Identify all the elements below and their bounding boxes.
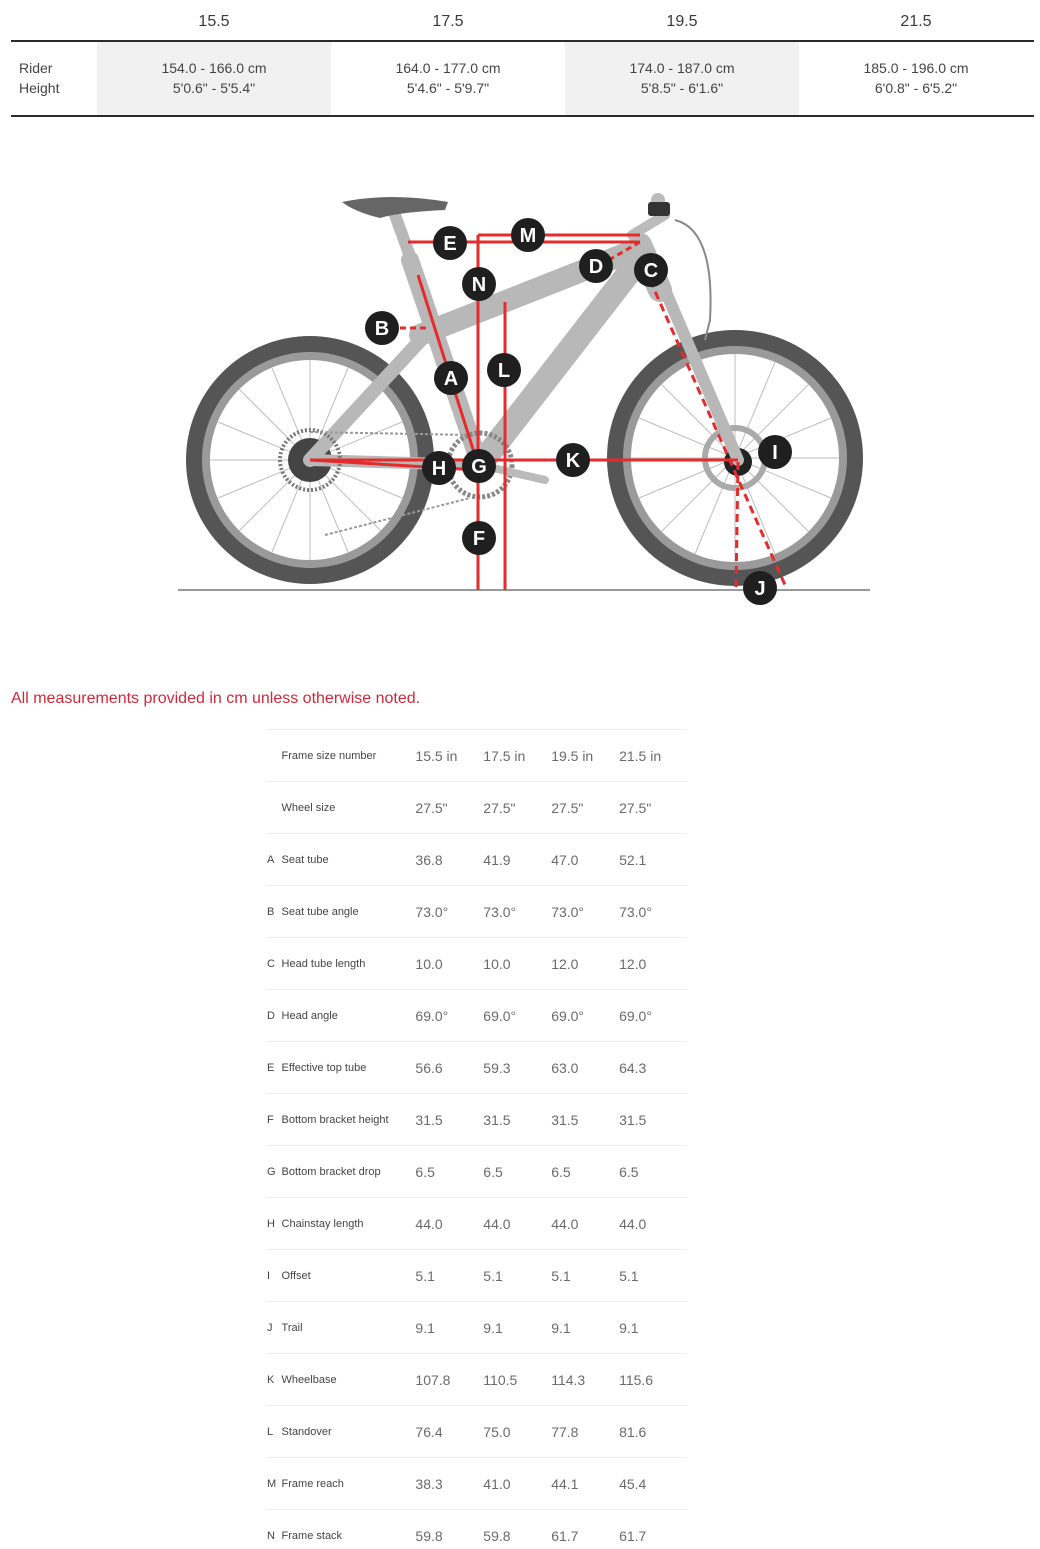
geometry-letter: B <box>267 905 275 918</box>
size-column-header: 15.5 <box>198 13 230 30</box>
geometry-value: 6.5 <box>619 1163 639 1180</box>
badge-M-icon <box>511 218 545 252</box>
geometry-value: 9.1 <box>551 1319 571 1336</box>
geometry-row <box>267 1405 687 1457</box>
svg-text:M: M <box>519 225 537 247</box>
geometry-value: 21.5 in <box>619 747 662 764</box>
svg-text:K: K <box>565 450 581 472</box>
geometry-value: 59.3 <box>483 1059 511 1076</box>
geometry-letter: J <box>267 1321 273 1334</box>
geometry-value: 56.6 <box>415 1059 443 1076</box>
bike-illustration <box>170 180 880 610</box>
size-column-header: 21.5 <box>900 13 932 30</box>
geometry-value: 69.0° <box>415 1007 449 1024</box>
badge-J-icon <box>743 571 777 605</box>
rider-height-cell <box>565 42 799 115</box>
badge-I-icon <box>758 435 792 469</box>
geometry-row <box>267 1249 687 1301</box>
geometry-label: Head angle <box>281 1009 338 1022</box>
geometry-value: 44.0 <box>551 1215 579 1232</box>
geometry-value: 45.4 <box>619 1475 647 1492</box>
geometry-letter: I <box>267 1269 271 1282</box>
badge-G-icon <box>462 449 496 483</box>
height-ft: 6'0.8" - 6'5.2" <box>874 80 958 96</box>
geometry-value: 27.5" <box>415 799 448 816</box>
badge-F-icon <box>462 521 496 555</box>
rider-height-cell <box>331 42 565 115</box>
geometry-value: 36.8 <box>415 851 443 868</box>
geometry-letter: G <box>267 1165 276 1178</box>
geometry-label: Frame size number <box>281 749 377 762</box>
geometry-value: 31.5 <box>619 1111 647 1128</box>
geometry-label: Wheel size <box>281 801 336 814</box>
geometry-value: 44.0 <box>483 1215 511 1232</box>
geometry-row <box>267 1509 687 1549</box>
geometry-value: 6.5 <box>483 1163 503 1180</box>
geometry-letter: A <box>267 853 275 866</box>
height-cm: 164.0 - 177.0 cm <box>395 60 501 76</box>
geometry-value: 31.5 <box>415 1111 443 1128</box>
geometry-value: 41.9 <box>483 851 511 868</box>
geometry-row <box>267 1457 687 1509</box>
geometry-row <box>267 1301 687 1353</box>
geometry-value: 5.1 <box>551 1267 571 1284</box>
size-column-header: 17.5 <box>432 13 464 30</box>
badge-D-icon <box>579 249 613 283</box>
height-cm: 154.0 - 166.0 cm <box>161 60 267 76</box>
geometry-value: 81.6 <box>619 1423 647 1440</box>
geometry-label: Head tube length <box>281 957 366 970</box>
geometry-value: 9.1 <box>483 1319 503 1336</box>
geometry-value: 27.5" <box>483 799 516 816</box>
geometry-value: 61.7 <box>551 1527 579 1544</box>
geometry-value: 73.0° <box>619 903 652 920</box>
geometry-value: 6.5 <box>551 1163 571 1180</box>
geometry-label: Bottom bracket height <box>281 1113 389 1126</box>
geometry-letter: L <box>267 1425 274 1438</box>
geometry-row <box>267 885 687 937</box>
geometry-row <box>267 1041 687 1093</box>
geometry-letter: N <box>267 1529 275 1542</box>
geometry-value: 5.1 <box>619 1267 639 1284</box>
geometry-value: 9.1 <box>415 1319 435 1336</box>
geometry-label: Trail <box>281 1321 303 1334</box>
geometry-row <box>267 833 687 885</box>
geometry-letter: M <box>267 1477 277 1490</box>
geometry-letter: H <box>267 1217 275 1230</box>
geometry-value: 75.0 <box>483 1423 511 1440</box>
badge-A-icon <box>434 361 468 395</box>
geometry-letter: K <box>267 1373 275 1386</box>
geometry-row <box>267 989 687 1041</box>
geometry-row <box>267 781 687 833</box>
geometry-value: 10.0 <box>415 955 443 972</box>
svg-text:C: C <box>643 260 659 282</box>
svg-text:N: N <box>471 274 487 296</box>
geometry-label: Offset <box>281 1269 311 1282</box>
geometry-label: Frame reach <box>281 1477 344 1490</box>
svg-text:B: B <box>374 318 390 340</box>
geometry-value: 77.8 <box>551 1423 579 1440</box>
geometry-label: Effective top tube <box>281 1061 367 1074</box>
svg-text:E: E <box>443 233 457 255</box>
height-label-line: Height <box>19 80 60 96</box>
svg-text:J: J <box>754 578 766 600</box>
geometry-value: 6.5 <box>415 1163 435 1180</box>
geometry-value: 15.5 in <box>415 747 458 764</box>
badge-C-icon <box>634 253 668 287</box>
geometry-value: 47.0 <box>551 851 579 868</box>
bike-geometry-diagram <box>170 180 880 610</box>
badge-L-icon <box>487 353 521 387</box>
geometry-value: 52.1 <box>619 851 647 868</box>
geometry-label: Bottom bracket drop <box>281 1165 381 1178</box>
geometry-label: Chainstay length <box>281 1217 364 1230</box>
svg-text:D: D <box>588 256 604 278</box>
svg-text:F: F <box>472 528 486 550</box>
svg-text:I: I <box>772 442 778 464</box>
height-ft: 5'4.6" - 5'9.7" <box>406 80 490 96</box>
geometry-value: 107.8 <box>415 1371 451 1388</box>
geometry-value: 19.5 in <box>551 747 594 764</box>
rider-height-row <box>11 42 1034 117</box>
geometry-value: 115.6 <box>619 1371 654 1388</box>
geometry-value: 59.8 <box>483 1527 511 1544</box>
rider-label-line: Rider <box>19 60 53 76</box>
svg-text:L: L <box>497 360 511 382</box>
badge-H-icon <box>422 451 456 485</box>
geometry-row <box>267 1353 687 1405</box>
geometry-table <box>267 729 687 1549</box>
size-header-row <box>11 0 1034 42</box>
geometry-value: 110.5 <box>483 1371 518 1388</box>
geometry-letter: D <box>267 1009 275 1022</box>
svg-text:G: G <box>471 456 487 478</box>
geometry-row <box>267 937 687 989</box>
geometry-value: 69.0° <box>483 1007 517 1024</box>
badge-N-icon <box>462 267 496 301</box>
svg-text:H: H <box>431 458 447 480</box>
geometry-value: 69.0° <box>619 1007 652 1024</box>
height-ft: 5'0.6" - 5'5.4" <box>172 80 256 96</box>
measurement-units-note: All measurements provided in cm unless otherwise noted. <box>11 690 421 707</box>
height-cm: 174.0 - 187.0 cm <box>629 60 735 76</box>
geometry-value: 73.0° <box>551 903 585 920</box>
height-cm: 185.0 - 196.0 cm <box>863 60 969 76</box>
badge-B-icon <box>365 311 399 345</box>
geometry-value: 63.0 <box>551 1059 579 1076</box>
geometry-value: 9.1 <box>619 1319 639 1336</box>
rider-height-cell <box>799 42 1033 115</box>
rider-height-cell <box>97 42 331 115</box>
geometry-label: Seat tube angle <box>281 905 359 918</box>
geometry-label: Standover <box>281 1425 332 1438</box>
geometry-value: 44.0 <box>619 1215 647 1232</box>
geometry-value: 59.8 <box>415 1527 443 1544</box>
badge-K-icon <box>556 443 590 477</box>
geometry-value: 12.0 <box>551 955 579 972</box>
geometry-row <box>267 1145 687 1197</box>
geometry-row <box>267 1197 687 1249</box>
geometry-value: 114.3 <box>551 1371 586 1388</box>
geometry-value: 5.1 <box>483 1267 503 1284</box>
geometry-value: 31.5 <box>551 1111 579 1128</box>
geometry-value: 10.0 <box>483 955 511 972</box>
geometry-value: 64.3 <box>619 1059 647 1076</box>
geometry-row <box>267 1093 687 1145</box>
geometry-value: 12.0 <box>619 955 647 972</box>
geometry-value: 41.0 <box>483 1475 511 1492</box>
geometry-label: Wheelbase <box>281 1373 337 1386</box>
size-column-header: 19.5 <box>666 13 698 30</box>
geometry-row <box>267 729 687 781</box>
geometry-label: Frame stack <box>281 1529 343 1542</box>
geometry-value: 44.0 <box>415 1215 443 1232</box>
geometry-label: Seat tube <box>281 853 329 866</box>
badge-E-icon <box>433 226 467 260</box>
height-ft: 5'8.5" - 6'1.6" <box>640 80 724 96</box>
geometry-letter: F <box>267 1113 274 1126</box>
geometry-value: 73.0° <box>415 903 449 920</box>
geometry-value: 44.1 <box>551 1475 579 1492</box>
geometry-value: 76.4 <box>415 1423 443 1440</box>
geometry-value: 17.5 in <box>483 747 526 764</box>
geometry-value: 73.0° <box>483 903 517 920</box>
geometry-letter: E <box>267 1061 275 1074</box>
svg-text:A: A <box>443 368 459 390</box>
rider-height-label <box>11 42 97 115</box>
geometry-value: 31.5 <box>483 1111 511 1128</box>
geometry-letter: C <box>267 957 275 970</box>
geometry-value: 27.5" <box>551 799 584 816</box>
geometry-value: 27.5" <box>619 799 652 816</box>
geometry-value: 69.0° <box>551 1007 585 1024</box>
geometry-value: 38.3 <box>415 1475 443 1492</box>
rider-height-size-chart <box>11 0 1034 117</box>
geometry-value: 61.7 <box>619 1527 647 1544</box>
geometry-value: 5.1 <box>415 1267 435 1284</box>
